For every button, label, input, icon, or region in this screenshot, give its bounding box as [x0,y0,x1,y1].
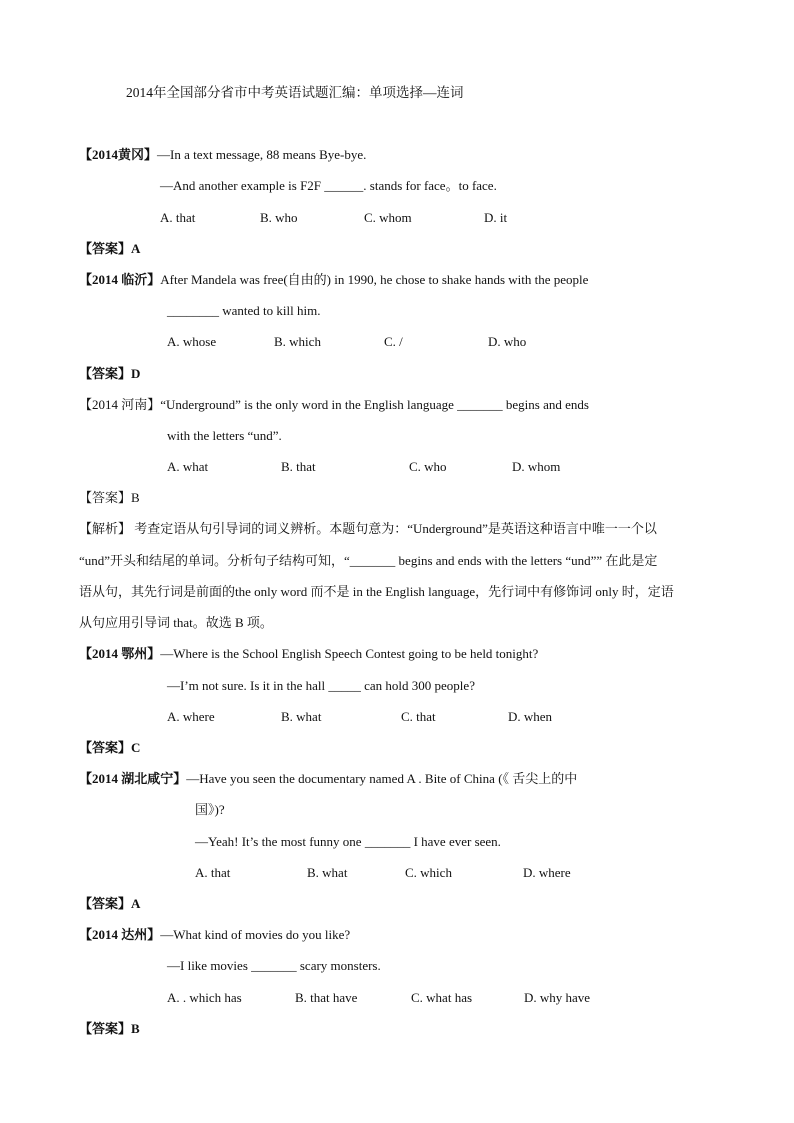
question-source-tag: 【2014 临沂】 [79,272,161,287]
question-text: —What kind of movies do you like? [160,927,351,942]
option-a: A. what [167,459,209,474]
option-a: A. whose [167,334,217,349]
analysis-line: 语从句，其先行词是前面的the only word 而不是 in the English language，先行词中有修饰词 only 时，定语 [79,584,674,599]
analysis-line: 从句应用引导词 that。故选 B 项。 [79,615,273,630]
question-source-tag: 【2014黄冈】 [79,147,158,162]
analysis-line: 【解析】 考查定语从句引导词的词义辨析。本题句意为：“Underground”是英语这种语言中唯一一个以 [79,521,657,536]
option-a: A. that [160,210,196,225]
question-6 [79,927,350,943]
option-d: D. it [484,210,508,225]
question-source-tag: 【2014 河南】 [79,397,161,412]
option-b: B. what [281,709,322,724]
option-b: B. that [281,459,316,474]
question-line: 国》)? [195,802,225,817]
page-title: 2014年全国部分省市中考英语试题汇编：单项选择—连词 [126,85,464,100]
answer: 【答案】C [79,740,141,755]
question-4 [79,646,538,662]
question-2 [79,272,588,288]
option-a: A. . which has [167,990,242,1005]
option-c: C. that [401,709,436,724]
question-source-tag: 【2014 湖北咸宁】 [79,771,187,786]
question-source-tag: 【2014 达州】 [79,927,161,942]
option-b: B. that have [295,990,358,1005]
option-a: A. that [195,865,231,880]
option-d: D. where [523,865,571,880]
question-line: with the letters “und”. [167,428,282,443]
question-line: —And another example is F2F ______. stands for face。to face. [160,178,497,193]
option-b: B. which [274,334,321,349]
option-b: B. what [307,865,348,880]
option-d: D. whom [512,459,561,474]
option-c: C. / [384,334,403,349]
question-3 [79,397,589,413]
option-c: C. what has [411,990,473,1005]
question-text: After Mandela was free(自由的) in 1990, he chose to shake hands with the people [160,272,589,287]
option-d: D. who [488,334,527,349]
answer: 【答案】A [79,241,141,256]
answer: 【答案】D [79,366,141,381]
option-c: C. which [405,865,452,880]
question-text: —Have you seen the documentary named A . Bite of China (《 舌尖上的中 [186,771,578,786]
question-text: —Where is the School English Speech Contest going to be held tonight? [160,646,539,661]
question-5 [79,771,577,787]
option-b: B. who [260,210,298,225]
option-c: C. who [409,459,447,474]
question-text: —In a text message, 88 means Bye-bye. [157,147,367,162]
question-line: —I like movies _______ scary monsters. [167,958,381,973]
answer: 【答案】B [79,490,140,505]
analysis-line: “und”开头和结尾的单词。分析句子结构可知，“_______ begins and ends with the letters “und”” 在此是定 [79,553,658,568]
answer: 【答案】B [79,1021,140,1036]
question-line: ________ wanted to kill him. [167,303,321,318]
option-d: D. when [508,709,553,724]
answer: 【答案】A [79,896,141,911]
question-line: —Yeah! It’s the most funny one _______ I have ever seen. [195,834,501,849]
question-1 [79,147,366,163]
question-line: —I’m not sure. Is it in the hall _____ can hold 300 people? [167,678,475,693]
question-source-tag: 【2014 鄂州】 [79,646,161,661]
option-c: C. whom [364,210,412,225]
option-d: D. why have [524,990,591,1005]
option-a: A. where [167,709,215,724]
question-text: “Underground” is the only word in the English language _______ begins and ends [160,397,589,412]
